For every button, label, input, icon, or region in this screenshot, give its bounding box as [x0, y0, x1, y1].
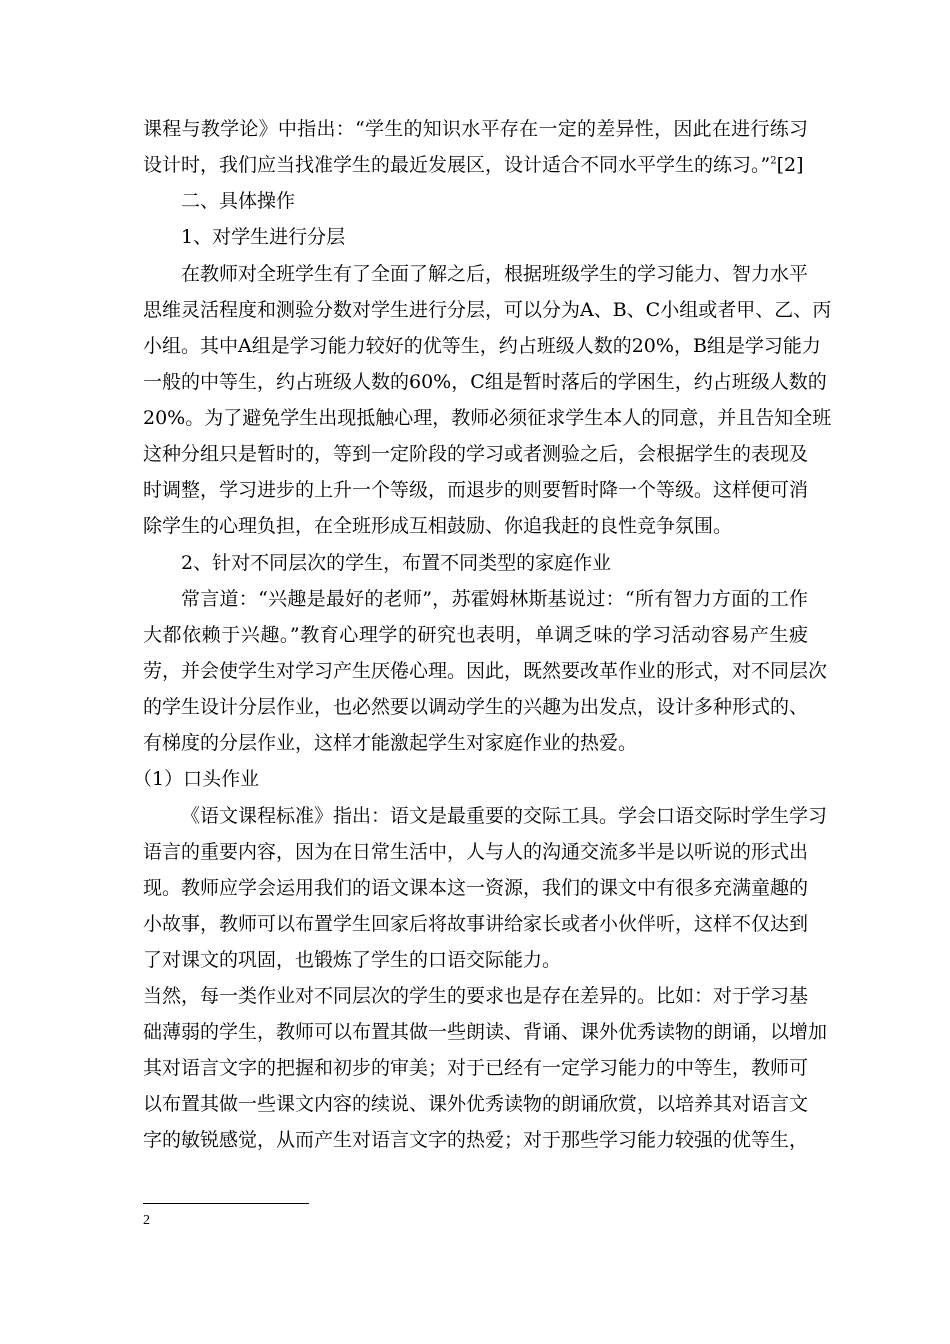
section-heading: 二、具体操作	[181, 190, 296, 212]
paragraph-line: 以布置其做一些课文内容的续说、课外优秀读物的朗诵欣赏，以培养其对语言文	[143, 1093, 809, 1115]
paragraph-line: 其对语言文字的把握和初步的审美；对于已经有一定学习能力的中等生，教师可	[143, 1057, 809, 1079]
paragraph-line: 了对课文的巩固，也锻炼了学生的口语交际能力。	[143, 949, 562, 971]
paragraph-line: 当然，每一类作业对不同层次的学生的要求也是存在差异的。比如：对于学习基	[143, 985, 809, 1007]
footnote-separator	[143, 1203, 309, 1204]
paragraph-line: 有梯度的分层作业，这样才能激起学生对家庭作业的热爱。	[143, 732, 638, 754]
citation-reference: [2]	[776, 154, 804, 176]
paragraph-line: 除学生的心理负担，在全班形成互相鼓励、你追我赶的良性竞争氛围。	[143, 515, 733, 537]
subsection-heading: 1、对学生进行分层	[181, 226, 346, 248]
paragraph-line: 时调整，学习进步的上升一个等级，而退步的则要暂时降一个等级。这样便可消	[143, 479, 809, 501]
footnote-marker: 2	[770, 155, 777, 167]
paragraph-line: 字的敏锐感觉，从而产生对语言文字的热爱；对于那些学习能力较强的优等生，	[143, 1129, 809, 1151]
paragraph-line: 设计时，我们应当找准学生的最近发展区，设计适合不同水平学生的练习。”$^2$[2]	[143, 154, 804, 176]
subsection-heading: 2、针对不同层次的学生，布置不同类型的家庭作业	[181, 552, 612, 574]
paragraph-line: 小组。其中A组是学习能力较好的优等生，约占班级人数的20%，B组是学习能力	[143, 335, 821, 357]
paragraph-line: 一般的中等生，约占班级人数的60%，C组是暂时落后的学困生，约占班级人数的	[143, 371, 827, 393]
paragraph-line: 常言道：“兴趣是最好的老师”，苏霍姆林斯基说过：“所有智力方面的工作	[181, 588, 808, 610]
paragraph-line: 劳，并会使学生对学习产生厌倦心理。因此，既然要改革作业的形式，对不同层次	[143, 660, 828, 682]
paragraph-line: 础薄弱的学生，教师可以布置其做一些朗读、背诵、课外优秀读物的朗诵，以增加	[143, 1021, 828, 1043]
paragraph-line: 这种分组只是暂时的，等到一定阶段的学习或者测验之后，会根据学生的表现及	[143, 443, 809, 465]
paragraph-line: 《语文课程标准》指出：语文是最重要的交际工具。学会口语交际时学生学习	[181, 805, 828, 827]
paragraph-line: 的学生设计分层作业，也必然要以调动学生的兴趣为出发点，设计多种形式的、	[143, 696, 809, 718]
paragraph-line: 现。教师应学会运用我们的语文课本这一资源，我们的课文中有很多充满童趣的	[143, 877, 809, 899]
paragraph-line: 思维灵活程度和测验分数对学生进行分层，可以分为A、B、C小组或者甲、乙、丙	[143, 299, 832, 321]
paragraph-line: 在教师对全班学生有了全面了解之后，根据班级学生的学习能力、智力水平	[181, 263, 809, 285]
paragraph-line: 20%。为了避免学生出现抵触心理，教师必须征求学生本人的同意，并且告知全班	[143, 407, 832, 429]
paragraph-line: 语言的重要内容，因为在日常生活中，人与人的沟通交流多半是以听说的形式出	[143, 841, 809, 863]
footnote-number: 2	[143, 1213, 150, 1228]
paragraph-line: 小故事，教师可以布置学生回家后将故事讲给家长或者小伙伴听，这样不仅达到	[143, 913, 809, 935]
paragraph-line: 大都依赖于兴趣。”教育心理学的研究也表明，单调乏味的学习活动容易产生疲	[143, 624, 808, 646]
paragraph-line: 课程与教学论》中指出：“学生的知识水平存在一定的差异性，因此在进行练习	[143, 118, 808, 140]
subsection-heading: （1）口头作业	[133, 768, 260, 790]
